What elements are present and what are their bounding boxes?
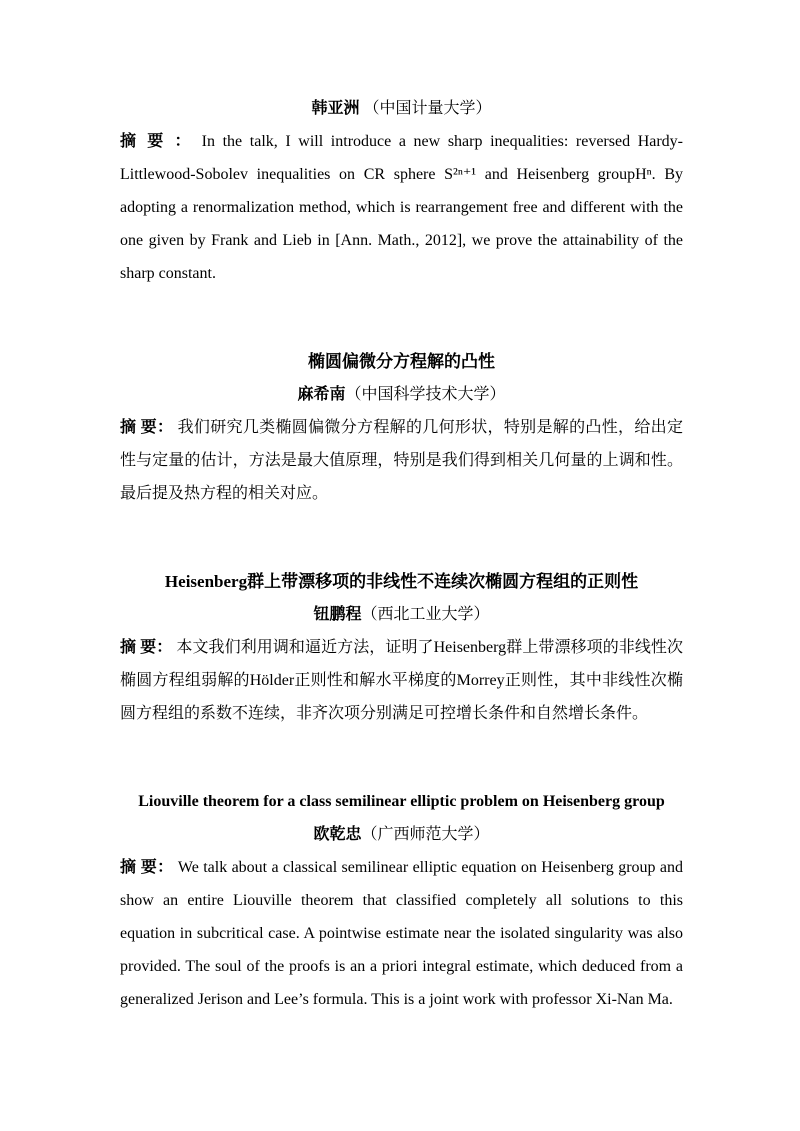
talk-title: Heisenberg群上带漂移项的非线性不连续次椭圆方程组的正则性 <box>164 572 639 591</box>
speaker-name: 欧乾忠 <box>313 826 362 843</box>
abstract-paragraph <box>120 631 683 730</box>
speaker-name: 钮鹏程 <box>313 606 362 623</box>
abstract-label: 摘 要： <box>120 419 178 436</box>
abstract-label: 摘 要： <box>120 859 178 876</box>
talk-section-niu-pengcheng <box>120 565 683 730</box>
abstract-text: 本文我们利用调和逼近方法，证明了Heisenberg群上带漂移项的非线性次椭圆方程组弱解的Hölder正则性和解水平梯度的Morrey正则性，其中非线性次椭圆方程组的系数不连续，非齐次项分别满足可控增长条件和自然增长条件。 <box>120 639 683 722</box>
abstract-label: 摘 要： <box>120 639 177 656</box>
speaker-line <box>120 378 683 411</box>
abstract-paragraph <box>120 125 683 290</box>
abstract-label: 摘 要 ： <box>120 133 202 150</box>
abstract-paragraph <box>120 411 683 510</box>
speaker-affiliation: （西北工业大学） <box>361 606 490 623</box>
speaker-line <box>120 92 683 125</box>
speaker-line <box>120 598 683 631</box>
speaker-name: 麻希南 <box>297 386 346 403</box>
speaker-affiliation: （广西师范大学） <box>361 826 490 843</box>
talk-title: Liouville theorem for a class semilinear elliptic problem on Heisenberg group <box>138 793 665 810</box>
talk-title: 椭圆偏微分方程解的凸性 <box>308 352 495 371</box>
talk-section-ma-xinan <box>120 345 683 510</box>
abstract-text: We talk about a classical semilinear elliptic equation on Heisenberg group and show an entire Liouville theorem that classified completely all solutions to this equation in subcritical case. A pointwise estimate near the isolated singularity was also provided. The soul of the proofs is an a priori integral estimate, which deduced from a generalized Jerison and Lee’s formula. This is a joint work with professor Xi-Nan Ma. <box>120 859 683 1008</box>
speaker-affiliation: （中国科学技术大学） <box>345 386 506 403</box>
speaker-affiliation: （中国计量大学） <box>359 100 492 117</box>
speaker-line <box>120 818 683 851</box>
abstract-paragraph <box>120 851 683 1016</box>
abstract-text: 我们研究几类椭圆偏微分方程解的几何形状，特别是解的凸性，给出定性与定量的估计，方法是最大值原理，特别是我们得到相关几何量的上调和性。最后提及热方程的相关对应。 <box>120 419 683 502</box>
speaker-name: 韩亚洲 <box>311 100 360 117</box>
talk-section-han-yazhou <box>120 92 683 290</box>
talk-section-ou-qianzhong <box>120 785 683 1016</box>
abstract-text: In the talk, I will introduce a new sharp inequalities: reversed Hardy-Littlewood-Sobolev inequalities on CR sphere S²ⁿ⁺¹ and Heisenberg groupHⁿ. By adopting a renormalization method, which is rearrangement free and different with the one given by Frank and Lieb in [Ann. Math., 2012], we prove the attainability of the sharp constant. <box>120 133 683 282</box>
